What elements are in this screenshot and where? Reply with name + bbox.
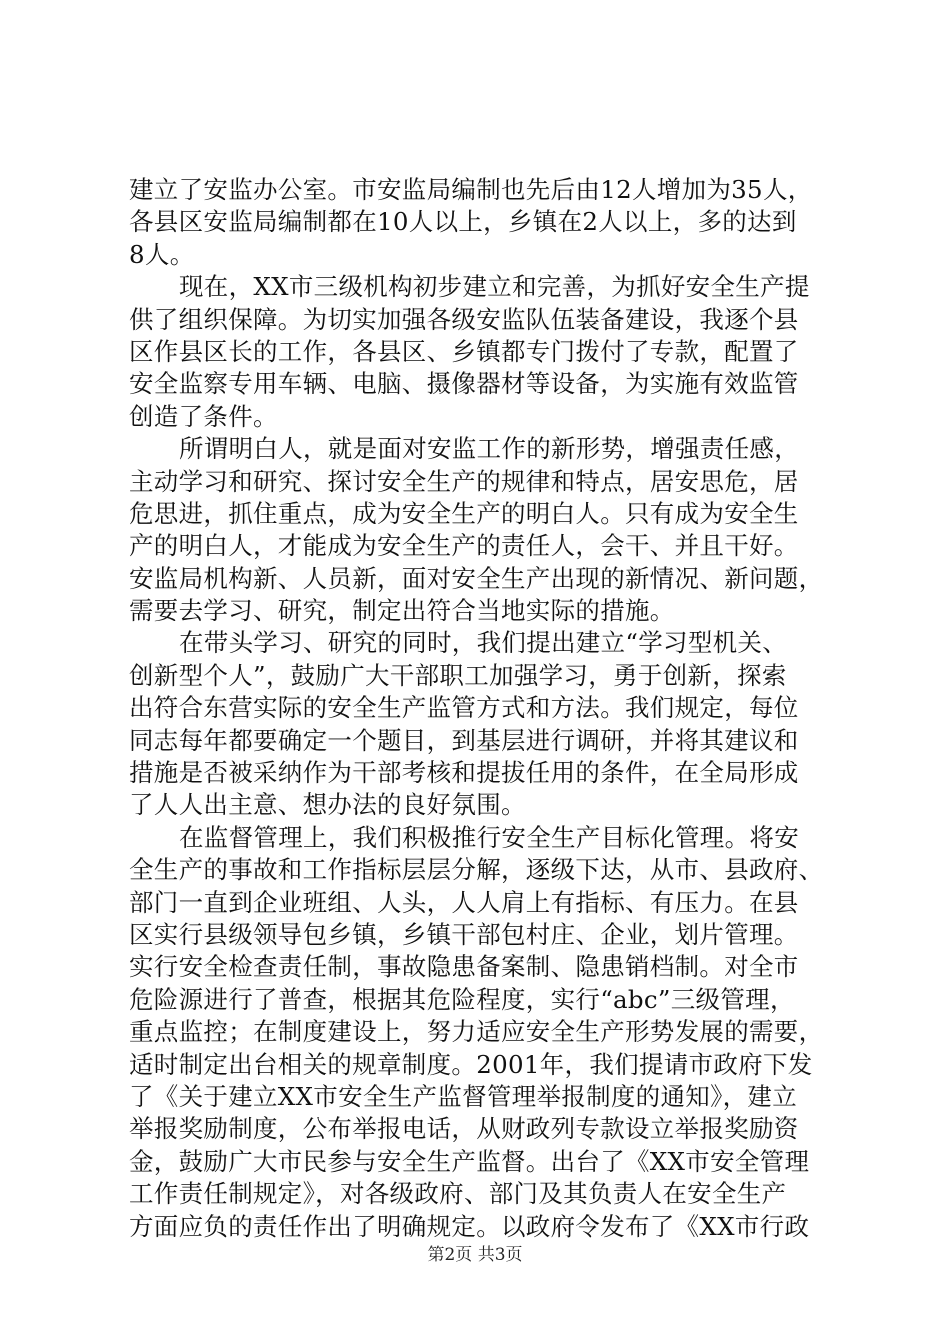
text-line: 全生产的事故和工作指标层层分解，逐级下达，从市、县政府、 <box>129 855 824 885</box>
text-line: 安全监察专用车辆、电脑、摄像器材等设备，为实施有效监管 <box>129 369 799 399</box>
text-line: 供了组织保障。为切实加强各级安监队伍装备建设，我逐个县 <box>129 304 799 334</box>
text-line: 出符合东营实际的安全生产监管方式和方法。我们规定，每位 <box>129 693 799 723</box>
text-line: 同志每年都要确定一个题目，到基层进行调研，并将其建议和 <box>129 725 799 755</box>
text-line: 安监局机构新、人员新，面对安全生产出现的新情况、新问题， <box>129 563 824 593</box>
text-line: 建立了安监办公室。市安监局编制也先后由12人增加为35人， <box>129 175 813 204</box>
text-line: 工作责任制规定》，对各级政府、部门及其负责人在安全生产 <box>129 1179 787 1209</box>
paragraph-start-line: 现在，XX市三级机构初步建立和完善，为抓好安全生产提 <box>179 272 810 302</box>
document-body <box>129 174 835 1243</box>
text-line: 创新型个人”，鼓励广大干部职工加强学习，勇于创新，探索 <box>129 660 787 690</box>
text-line: 了《关于建立XX市安全生产监督管理举报制度的通知》，建立 <box>129 1081 798 1111</box>
paragraph-start-line: 在监督管理上，我们积极推行安全生产目标化管理。将安 <box>179 822 799 852</box>
text-line: 金，鼓励广大市民参与安全生产监督。出台了《XX市安全管理 <box>129 1146 810 1176</box>
text-line: 主动学习和研究、探讨安全生产的规律和特点，居安思危，居 <box>129 466 799 496</box>
text-line: 举报奖励制度，公布举报电话，从财政列专款设立举报奖励资 <box>129 1114 799 1144</box>
text-line: 方面应负的责任作出了明确规定。以政府令发布了《XX市行政 <box>129 1211 810 1241</box>
paragraph-start-line: 在带头学习、研究的同时，我们提出建立“学习型机关、 <box>179 628 788 658</box>
page-number-footer: 第2页 共3页 <box>427 1245 523 1265</box>
text-line: 需要去学习、研究，制定出符合当地实际的措施。 <box>129 596 675 626</box>
text-line: 创造了条件。 <box>129 401 278 431</box>
text-line: 适时制定出台相关的规章制度。2001年，我们提请市政府下发 <box>129 1049 813 1079</box>
text-line: 重点监控；在制度建设上，努力适应安全生产形势发展的需要， <box>129 1017 824 1047</box>
text-line: 实行安全检查责任制，事故隐患备案制、隐患销档制。对全市 <box>129 952 799 982</box>
paragraph-start-line: 所谓明白人，就是面对安监工作的新形势，增强责任感， <box>179 434 799 464</box>
text-line: 措施是否被采纳作为干部考核和提拔任用的条件，在全局形成 <box>129 758 799 788</box>
text-line: 产的明白人，才能成为安全生产的责任人，会干、并且干好。 <box>129 531 799 561</box>
text-line: 部门一直到企业班组、人头，人人肩上有指标、有压力。在县 <box>129 887 799 917</box>
text-line: 危险源进行了普查，根据其危险程度，实行“abc”三级管理， <box>129 984 795 1014</box>
text-line: 了人人出主意、想办法的良好氛围。 <box>129 790 526 820</box>
text-line: 8人。 <box>129 239 195 269</box>
text-line: 区实行县级领导包乡镇，乡镇干部包村庄、企业，划片管理。 <box>129 919 799 949</box>
text-line: 危思进，抓住重点，成为安全生产的明白人。只有成为安全生 <box>129 498 799 528</box>
text-line: 各县区安监局编制都在10人以上，乡镇在2人以上，多的达到 <box>129 207 797 237</box>
text-line: 区作县区长的工作，各县区、乡镇都专门拨付了专款，配置了 <box>129 336 799 366</box>
